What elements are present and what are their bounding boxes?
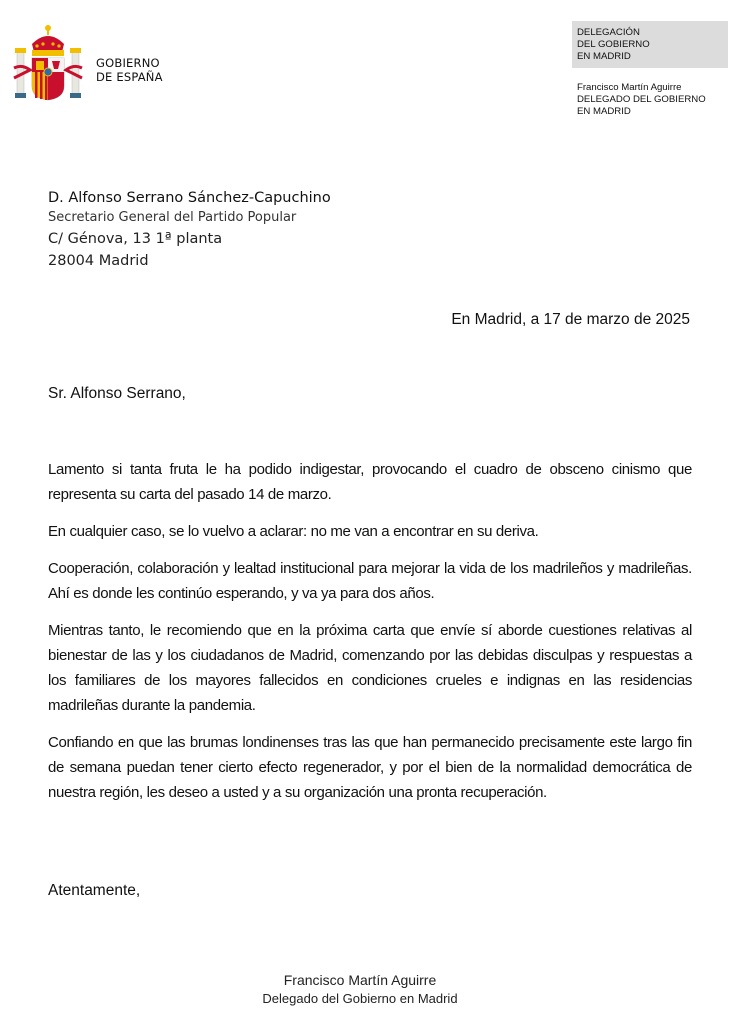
delegate-title-line: EN MADRID [577,106,631,117]
letter-body [48,457,692,817]
delegate-title-line: DELEGADO DEL GOBIERNO [577,94,706,105]
recipient-address-line: 28004 Madrid [48,253,149,269]
delegation-line: DEL GOBIERNO [577,39,650,50]
delegate-name: Francisco Martín Aguirre [577,82,682,93]
closing: Atentamente, [48,882,141,899]
body-paragraph: Lamento si tanta fruta le ha podido indigestar, provocando el cuadro de obsceno cinismo que representa su carta del pasado 14 de marzo. [48,461,692,503]
delegation-line: EN MADRID [577,51,631,62]
government-name [96,56,163,84]
signature-name: Francisco Martín Aguirre [283,972,437,988]
recipient-block [48,188,331,272]
delegate-info [577,82,706,118]
body-paragraph: Confiando en que las brumas londinenses tras las que han permanecido precisamente este largo fin de semana puedan tener cierto efecto regenerador, y por el bien de la normalidad democrática de nuestra región, les deseo a usted y a su organización una pronta recuperación. [48,734,692,801]
body-paragraph: En cualquier caso, se lo vuelvo a aclarar: no me van a encontrar en su deriva. [48,523,539,540]
salutation: Sr. Alfonso Serrano, [48,385,186,402]
delegation-box [572,21,728,68]
recipient-address-line: C/ Génova, 13 1ª planta [48,231,223,247]
body-paragraph: Cooperación, colaboración y lealtad institucional para mejorar la vida de los madrileños y madrileñas. Ahí es donde les continúo esperando, y va ya para dos años. [48,560,692,602]
signature-block [230,970,490,1008]
government-name-line: GOBIERNO [96,56,160,70]
body-paragraph: Mientras tanto, le recomiendo que en la próxima carta que envíe sí aborde cuestiones relativas al bienestar de las y los ciudadanos de Madrid, comenzando por las debidas disculpas y respuestas a los familiares de los mayores fallecidos en condiciones crueles e indignas en las residencias madrileñas durante la pandemia. [48,622,692,714]
government-name-line: DE ESPAÑA [96,70,163,84]
recipient-position: Secretario General del Partido Popular [48,210,297,225]
recipient-name: D. Alfonso Serrano Sánchez-Capuchino [48,190,331,206]
signature-role: Delegado del Gobierno en Madrid [262,991,458,1006]
delegation-line: DELEGACIÓN [577,27,640,38]
coat-of-arms-of-spain-icon [10,22,86,104]
date-line: En Madrid, a 17 de marzo de 2025 [451,311,690,328]
